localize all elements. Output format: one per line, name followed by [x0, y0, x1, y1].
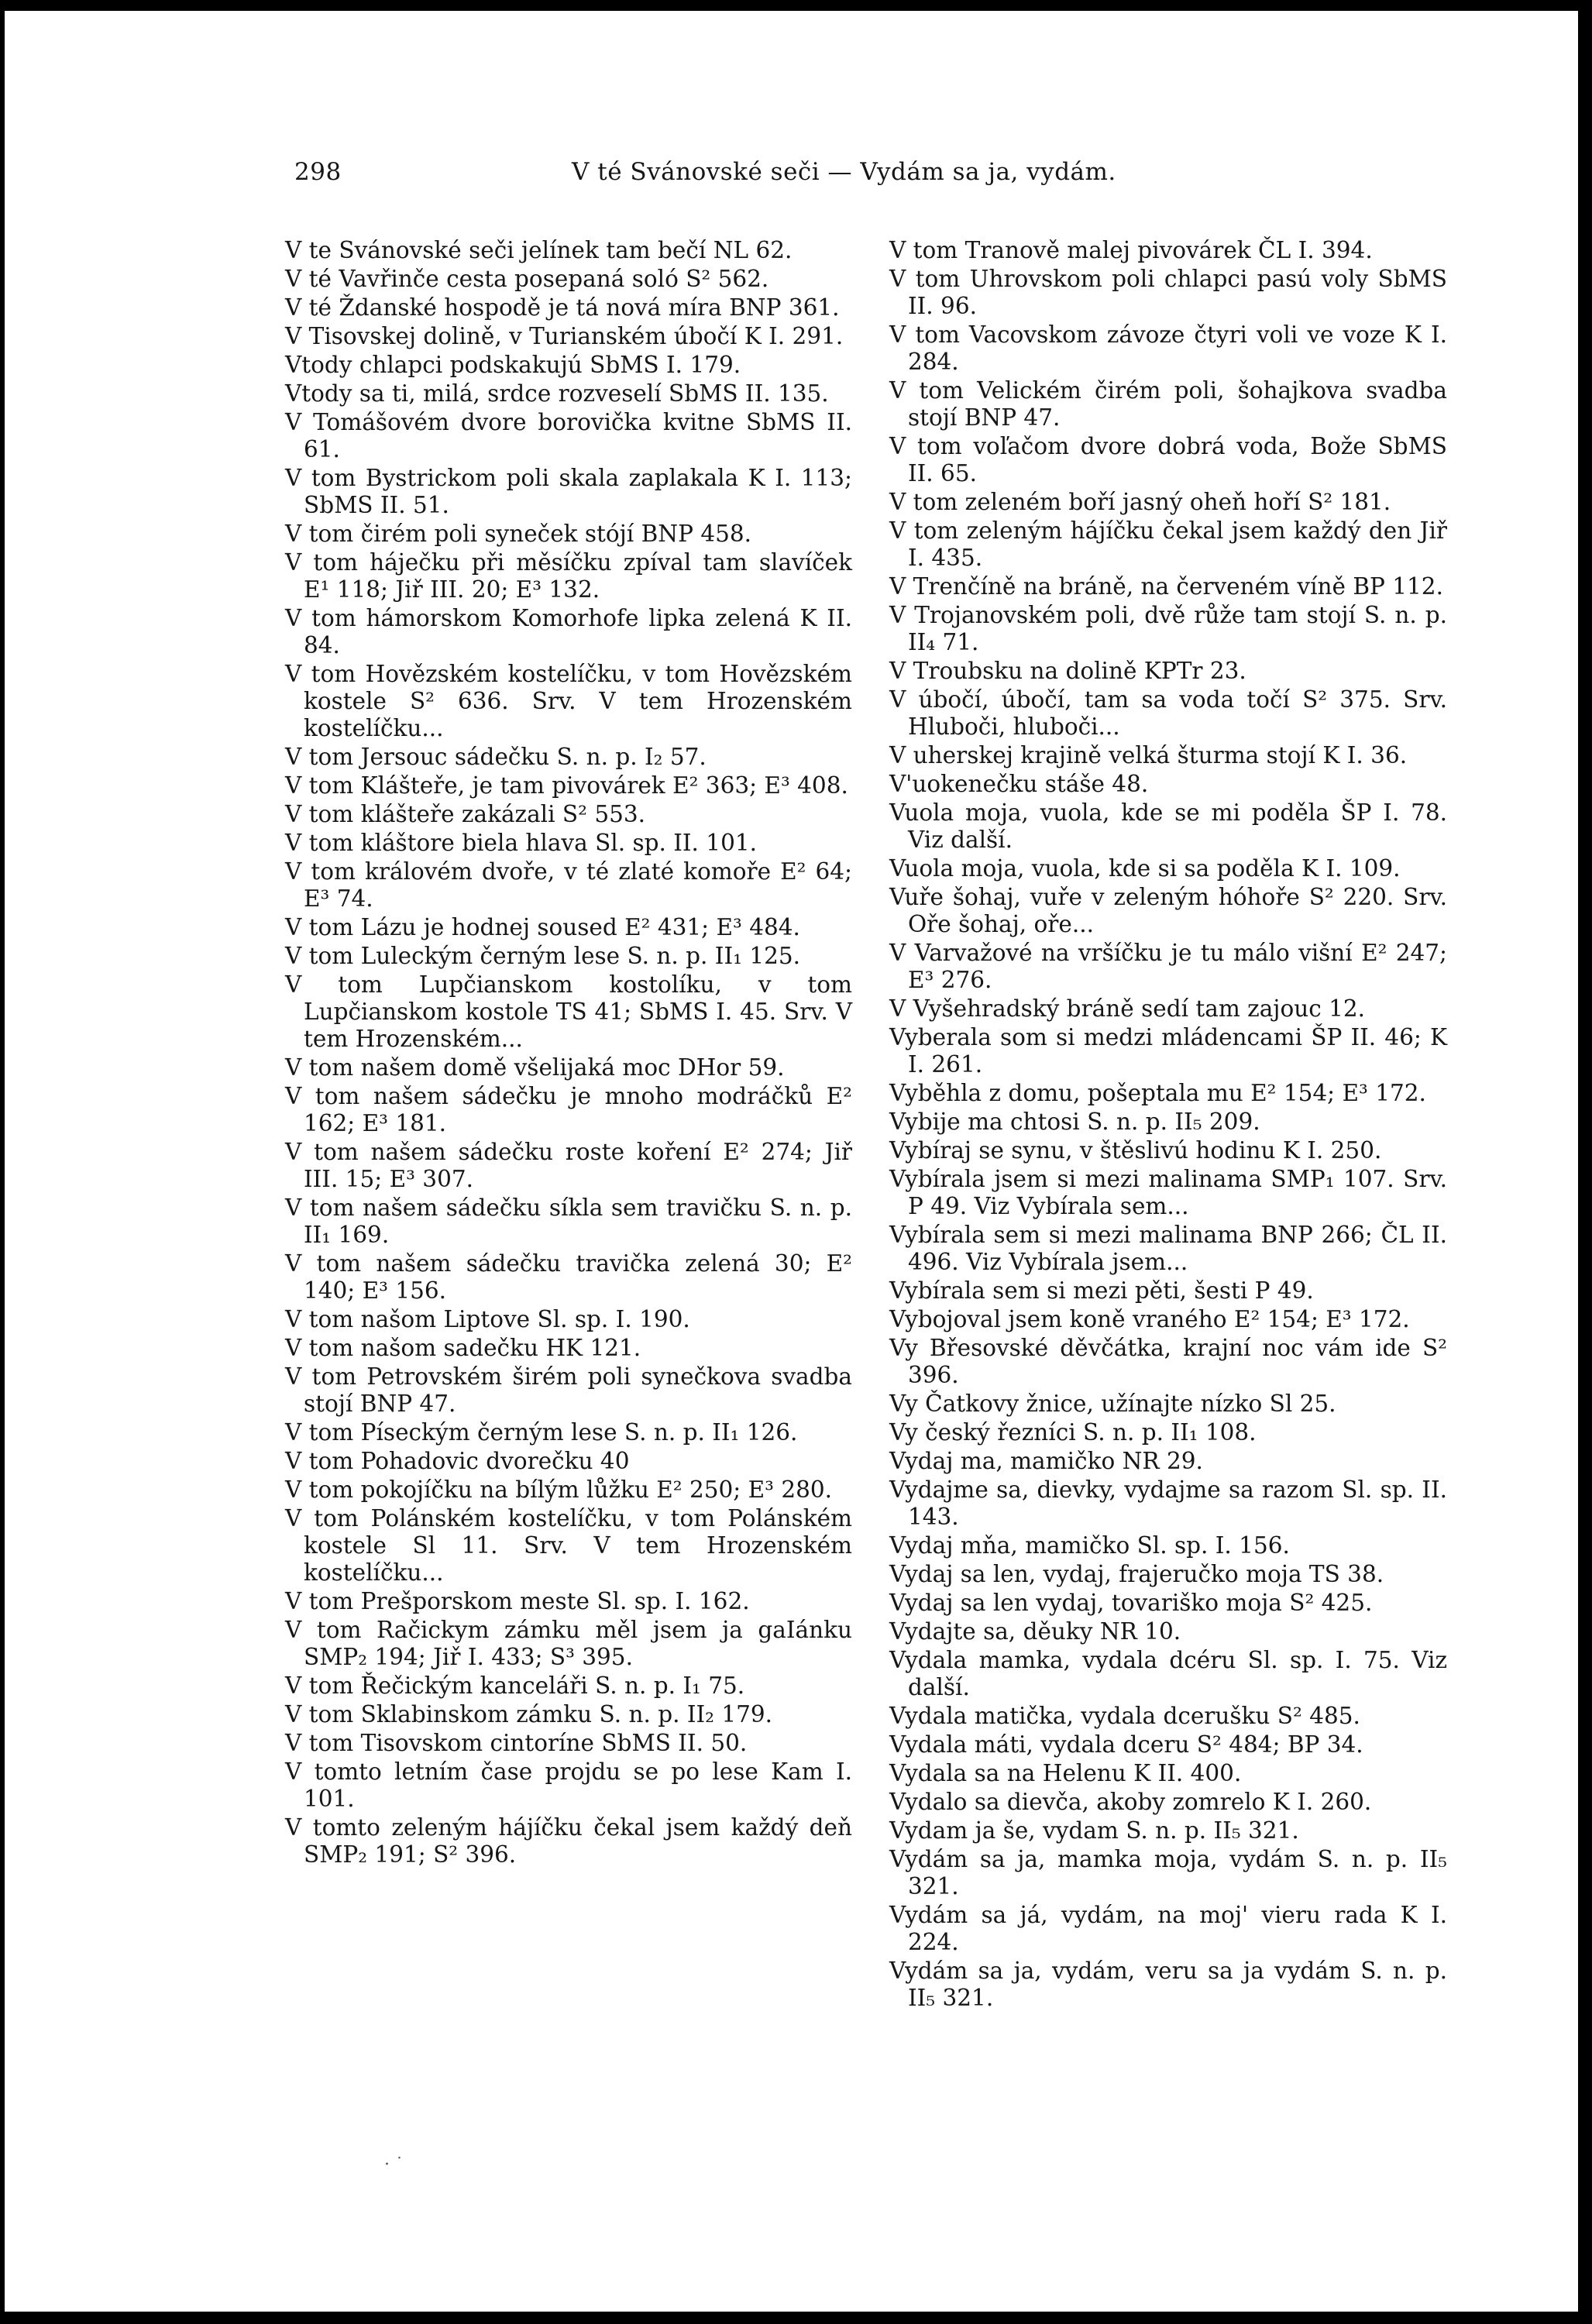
- index-entry: V Tisovskej dolině, v Turianském úbočí K I. 291.: [285, 323, 844, 349]
- index-entry: V tom voľačom dvore dobrá voda, Bože SbMS II. 65.: [889, 433, 1447, 486]
- index-entry: Vyběhla z domu, pošeptala mu E² 154; E³ 172.: [889, 1080, 1426, 1106]
- index-entry: V tom Račickym zámku měl jsem ja gaIánku SMP₂ 194; Jiř I. 433; S³ 395.: [285, 1617, 852, 1670]
- index-entry: V'uokenečku stáše 48.: [889, 771, 1149, 797]
- index-entry: Vybojoval jsem koně vraného E² 154; E³ 172.: [889, 1306, 1410, 1332]
- index-entry: Vuola moja, vuola, kde se mi poděla ŠP I. 78. Viz další.: [889, 799, 1447, 853]
- index-entry: Vybíraj se synu, v štěslivú hodinu K I. 250.: [889, 1137, 1382, 1164]
- index-entry: V tom klášteře zakázali S² 553.: [285, 801, 645, 827]
- index-entry: V tom kláštore biela hlava Sl. sp. II. 101.: [285, 830, 757, 856]
- index-entry: Vyberala som si medzi mládencami ŠP II. 46; K I. 261.: [889, 1024, 1447, 1078]
- index-entry: V Varvažové na vršíčku je tu málo višní E² 247; E³ 276.: [889, 940, 1447, 993]
- index-entry: V tom čirém poli syneček stójí BNP 458.: [285, 521, 752, 547]
- index-entry: V Trenčíně na bráně, na červeném víně BP 112.: [889, 573, 1443, 600]
- index-entry: V tomto letním čase projdu se po lese Kam I. 101.: [285, 1758, 852, 1812]
- index-entry: V tom Klášteře, je tam pivovárek E² 363; E³ 408.: [285, 772, 848, 799]
- index-entry: Vydám sa ja, mamka moja, vydám S. n. p. II₅ 321.: [889, 1846, 1447, 1899]
- running-head: [285, 147, 1447, 194]
- running-head-title: V té Svánovské seči — Vydám sa ja, vydám.: [572, 158, 1116, 186]
- index-column-left: [285, 237, 852, 1870]
- index-entry: Vydaj sa len vydaj, tovariško moja S² 425.: [889, 1590, 1373, 1616]
- index-entry: V te Svánovské seči jelínek tam bečí NL 62.: [285, 237, 793, 263]
- index-entry: V tom Sklabinskom zámku S. n. p. II₂ 179.: [285, 1701, 773, 1728]
- index-entry: V tomto zeleným hájíčku čekal jsem každý deň SMP₂ 191; S² 396.: [285, 1814, 852, 1868]
- index-entry: V tom Uhrovskom poli chlapci pasú voly SbMS II. 96.: [889, 266, 1447, 319]
- index-entry: Vydaj ma, mamičko NR 29.: [889, 1448, 1203, 1474]
- index-entry: Vydajme sa, dievky, vydajme sa razom Sl. sp. II. 143.: [889, 1477, 1447, 1530]
- index-entry: V tom našem sádečku síkla sem travičku S. n. p. II₁ 169.: [285, 1195, 852, 1248]
- index-column-right: [889, 237, 1447, 2013]
- index-entry: V tom našem domě všelijaká moc DHor 59.: [285, 1054, 785, 1081]
- index-entry: Vtody chlapci podskakujú SbMS I. 179.: [285, 352, 741, 378]
- index-entry: V tom zeleném boří jasný oheň hoří S² 181.: [889, 489, 1391, 515]
- index-entry: Vy Čatkovy žnice, užínajte nízko Sl 25.: [889, 1391, 1336, 1417]
- index-entry: Vybije ma chtosi S. n. p. II₅ 209.: [889, 1109, 1260, 1135]
- index-entry: V tom Vacovskom závoze čtyri voli ve voze K I. 284.: [889, 321, 1447, 375]
- index-entry: Vydám sa já, vydám, na moj' vieru rada K I. 224.: [889, 1902, 1447, 1955]
- index-entry: V tom Lupčianskom kostolíku, v tom Lupčianskom kostole TS 41; SbMS I. 45. Srv. V tem Hrozenském...: [285, 971, 852, 1052]
- index-entry: V tom pokojíčku na bílým lůžku E² 250; E³ 280.: [285, 1477, 833, 1503]
- index-entry: V té Ždanské hospodě je tá nová míra BNP 361.: [285, 294, 840, 321]
- index-entry: Vydam ja še, vydam S. n. p. II₅ 321.: [889, 1817, 1299, 1844]
- index-entry: V tom zeleným hájíčku čekal jsem každý den Jiř I. 435.: [889, 517, 1447, 571]
- index-entry: Vybírala sem si mezi malinama BNP 266; ČL II. 496. Viz Vybírala jsem...: [889, 1222, 1447, 1275]
- index-entry: V tom našem sádečku travička zelená 30; E² 140; E³ 156.: [285, 1250, 852, 1304]
- index-entry: Vydaj sa len, vydaj, frajeručko moja TS 38.: [889, 1561, 1384, 1587]
- index-entry: V Vyšehradský bráně sedí tam zajouc 12.: [889, 995, 1366, 1022]
- index-entry: V tom hámorskom Komorhofe lipka zelená K II. 84.: [285, 605, 852, 658]
- index-entry: Vydalo sa dievča, akoby zomrelo K I. 260.: [889, 1789, 1372, 1815]
- page-number: 298: [294, 158, 342, 186]
- index-entry: Vydala matička, vydala dcerušku S² 485.: [889, 1703, 1360, 1729]
- index-entry: Vybírala jsem si mezi malinama SMP₁ 107. Srv. P 49. Viz Vybírala sem...: [889, 1166, 1447, 1219]
- index-entry: Vydaj mňa, mamičko Sl. sp. I. 156.: [889, 1532, 1290, 1559]
- index-entry: Vtody sa ti, milá, srdce rozveselí SbMS II. 135.: [285, 380, 829, 407]
- index-entry: V tom Velickém čirém poli, šohajkova svadba stojí BNP 47.: [889, 377, 1447, 431]
- index-entry: V tom Polánském kostelíčku, v tom Polánském kostele Sl 11. Srv. V tem Hrozenském kostelíčku...: [285, 1505, 852, 1586]
- index-entry: V úbočí, úbočí, tam sa voda točí S² 375. Srv. Hluboči, hluboči...: [889, 686, 1447, 740]
- index-entry: Vy český řezníci S. n. p. II₁ 108.: [889, 1419, 1257, 1446]
- index-entry: Vuola moja, vuola, kde si sa poděla K I. 109.: [889, 855, 1401, 882]
- print-speck: · ˙: [384, 2155, 404, 2174]
- index-entry: V té Vavřinče cesta posepaná soló S² 562.: [285, 266, 769, 292]
- index-entry: V tom královém dvoře, v té zlaté komoře E² 64; E³ 74.: [285, 858, 852, 912]
- index-entry: V tom Prešporskom meste Sl. sp. I. 162.: [285, 1588, 750, 1614]
- index-entry: V Tomášovém dvore borovička kvitne SbMS II. 61.: [285, 409, 852, 462]
- index-entry: Vydám sa ja, vydám, veru sa ja vydám S. n. p. II₅ 321.: [889, 1958, 1447, 2011]
- index-entry: Vydajte sa, děuky NR 10.: [889, 1618, 1181, 1645]
- index-entry: V Trojanovském poli, dvě růže tam stojí S. n. p. II₄ 71.: [889, 602, 1447, 655]
- index-entry: V tom Píseckým černým lese S. n. p. II₁ 126.: [285, 1419, 798, 1446]
- index-entry: Vydala máti, vydala dceru S² 484; BP 34.: [889, 1731, 1363, 1758]
- index-entry: Vydala sa na Helenu K II. 400.: [889, 1760, 1242, 1786]
- index-entry: V uherskej krajině velká šturma stojí K I. 36.: [889, 742, 1408, 768]
- index-entry: V tom Bystrickom poli skala zaplakala K I. 113; SbMS II. 51.: [285, 465, 852, 518]
- index-entry: Vybírala sem si mezi pěti, šesti P 49.: [889, 1277, 1314, 1304]
- index-entry: Vuře šohaj, vuře v zeleným hóhoře S² 220. Srv. Oře šohaj, oře...: [889, 884, 1447, 937]
- index-entry: V tom našem sádečku roste koření E² 274; Jiř III. 15; E³ 307.: [285, 1139, 852, 1192]
- index-entry: V tom háječku při měsíčku zpíval tam slavíček E¹ 118; Jiř III. 20; E³ 132.: [285, 549, 852, 603]
- index-entry: V tom Tranově malej pivovárek ČL I. 394.: [889, 237, 1373, 263]
- book-page: [285, 147, 1459, 2200]
- index-entry: V tom Pohadovic dvorečku 40: [285, 1448, 630, 1474]
- index-entry: V tom Tisovskom cintoríne SbMS II. 50.: [285, 1730, 748, 1756]
- index-entry: Vydala mamka, vydala dcéru Sl. sp. I. 75. Viz další.: [889, 1647, 1447, 1700]
- index-entry: V tom Řečickým kanceláři S. n. p. I₁ 75.: [285, 1673, 745, 1699]
- index-entry: V tom Luleckým černým lese S. n. p. II₁ 125.: [285, 943, 801, 969]
- index-entry: Vy Břesovské děvčátka, krajní noc vám ide S² 396.: [889, 1335, 1447, 1388]
- index-entry: V tom Jersouc sádečku S. n. p. I₂ 57.: [285, 744, 707, 770]
- index-entry: V tom našem sádečku je mnoho modráčků E² 162; E³ 181.: [285, 1083, 852, 1136]
- index-entry: V tom Hovězském kostelíčku, v tom Hovězském kostele S² 636. Srv. V tem Hrozenském kostelíčku...: [285, 661, 852, 741]
- index-entry: V tom našom sadečku HK 121.: [285, 1335, 641, 1361]
- index-entry: V tom Petrovském širém poli synečkova svadba stojí BNP 47.: [285, 1363, 852, 1417]
- index-entry: V Troubsku na dolině KPTr 23.: [889, 658, 1246, 684]
- index-entry: V tom našom Liptove Sl. sp. I. 190.: [285, 1306, 690, 1332]
- index-entry: V tom Lázu je hodnej soused E² 431; E³ 484.: [285, 914, 800, 940]
